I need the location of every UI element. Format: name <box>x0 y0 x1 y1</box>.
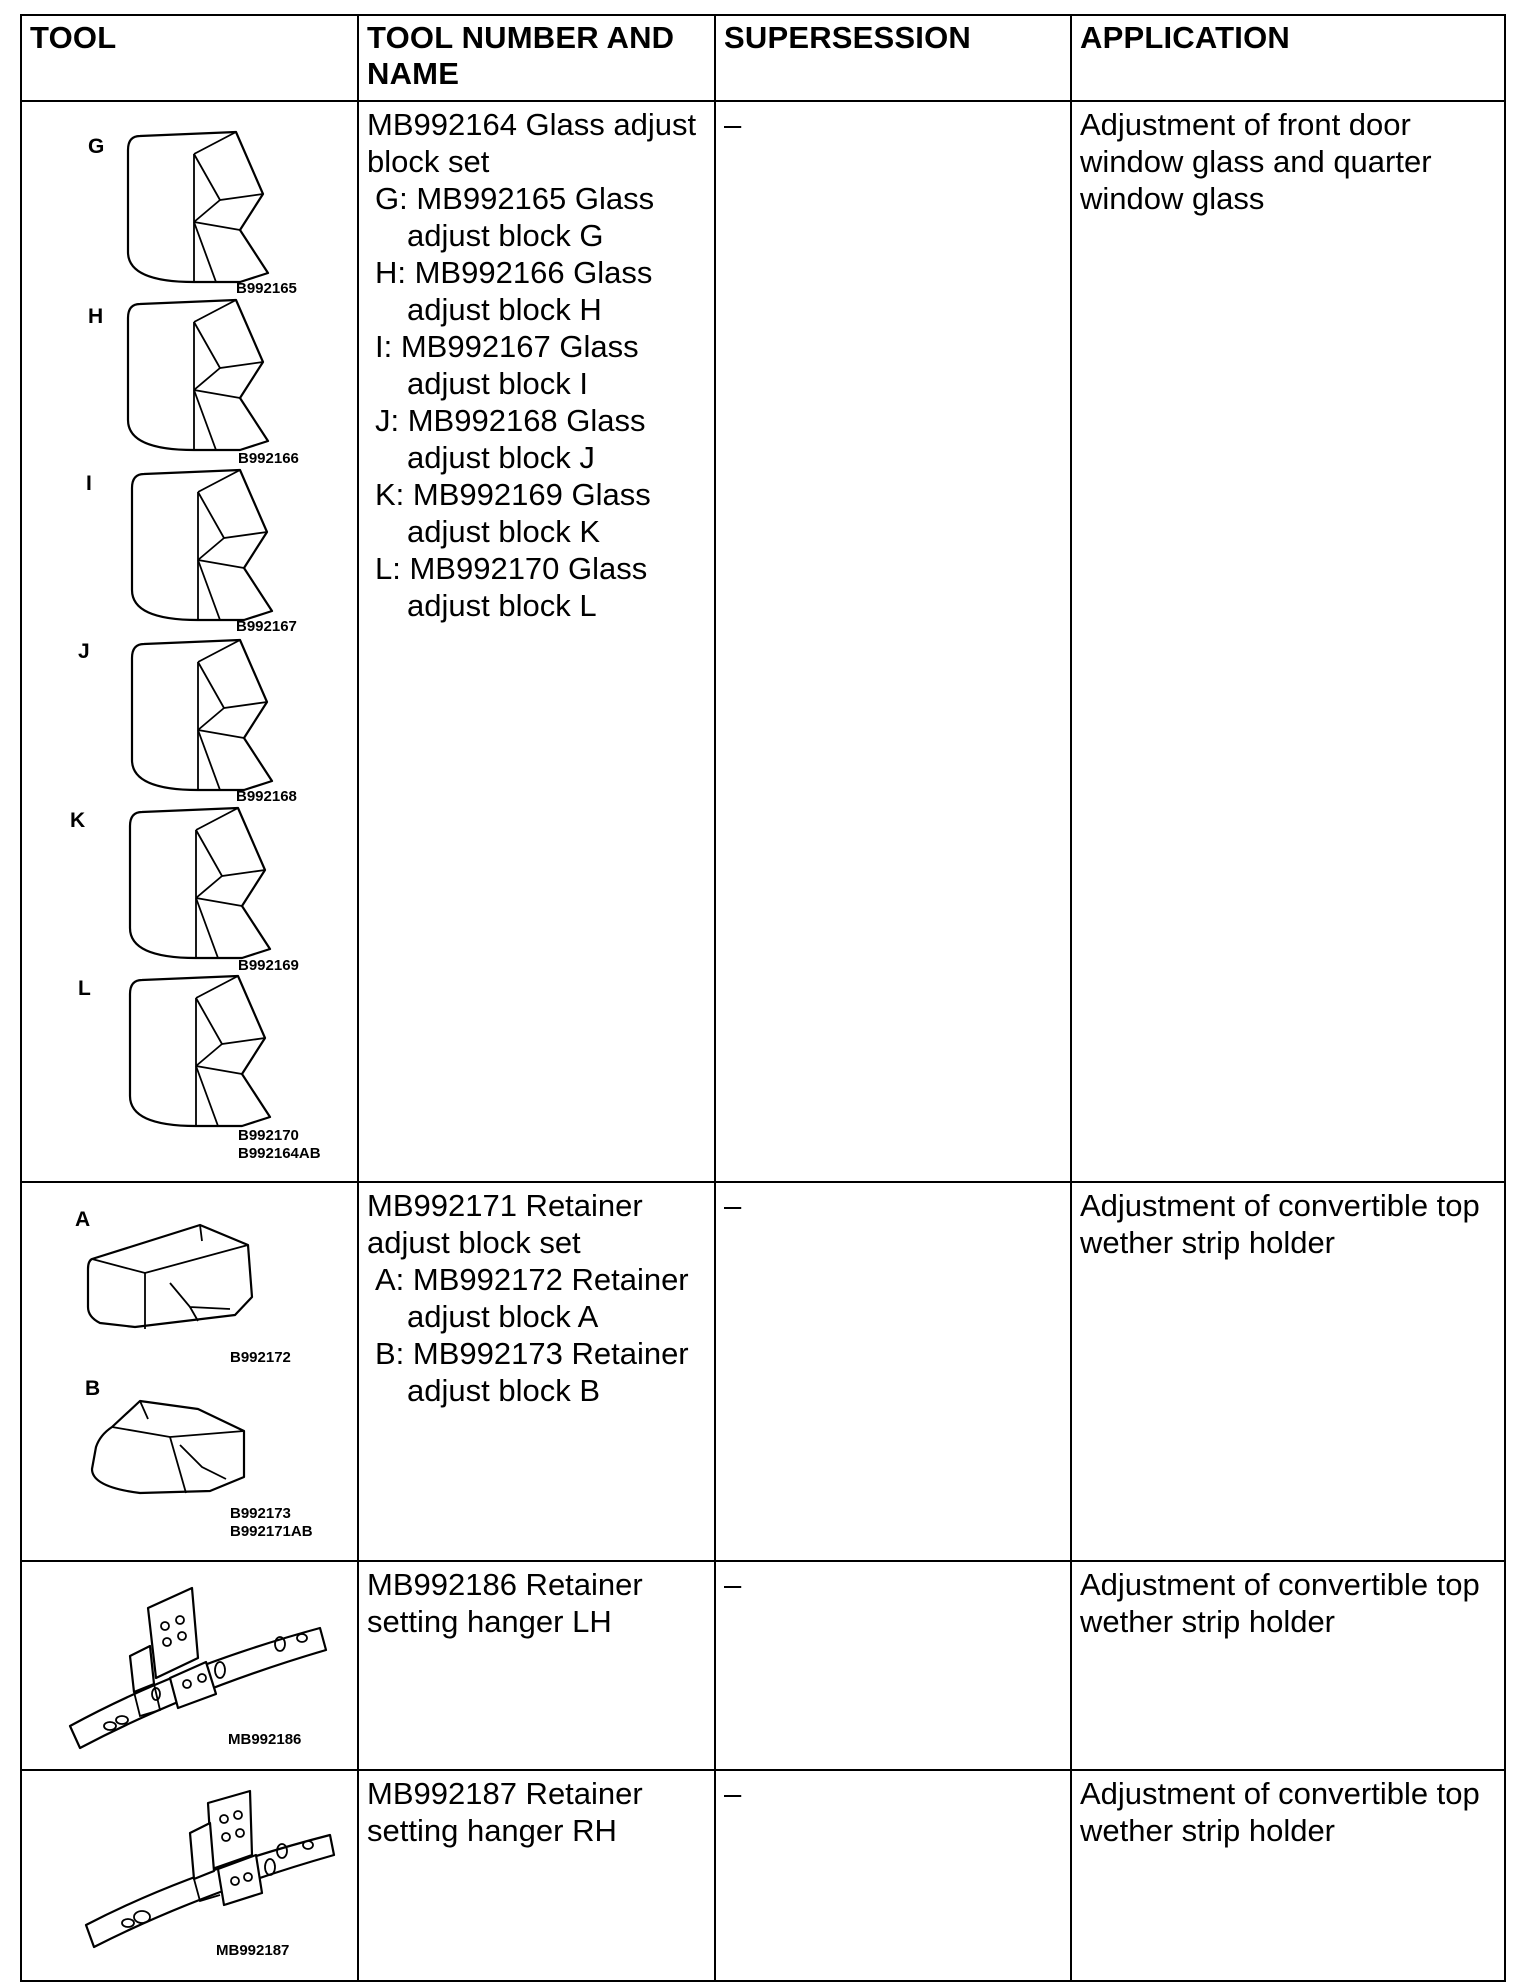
tool-number-name-mb992187 <box>358 1770 715 1981</box>
name-line: MB992186 Retainer <box>367 1567 643 1602</box>
retainer-block-b-drawing <box>92 1401 244 1493</box>
sub-item-line: adjust block K <box>407 514 600 549</box>
application-mb992164 <box>1071 101 1505 1182</box>
name-line: MB992187 Retainer <box>367 1776 643 1811</box>
block-letter-a: A <box>75 1208 91 1231</box>
retainer-hanger-lh-illustration <box>30 1566 363 1769</box>
sub-item-line: L: MB992170 Glass <box>375 551 648 586</box>
application-mb992186 <box>1071 1561 1505 1770</box>
tool-illustration-glass-blocks <box>21 101 358 1182</box>
header-tool: TOOL <box>21 15 358 101</box>
sub-item-line: A: MB992172 Retainer <box>375 1262 689 1297</box>
caption-b992164ab: B992164AB <box>238 1145 321 1162</box>
tool-number-name-mb992171 <box>358 1182 715 1561</box>
name-line: adjust block set <box>367 1225 581 1260</box>
supersession-mb992164: – <box>715 101 1071 1182</box>
tool-number-name-mb992186 <box>358 1561 715 1770</box>
block-letter-j: J <box>78 640 90 663</box>
header-tool-number-name <box>358 15 715 101</box>
application-line: window glass and quarter <box>1080 144 1432 179</box>
table-row <box>21 1561 1505 1770</box>
caption-b992170: B992170 <box>238 1127 299 1144</box>
caption-b992173: B992173 <box>230 1505 291 1522</box>
application-mb992171 <box>1071 1182 1505 1561</box>
block-letter-k: K <box>70 809 86 832</box>
tool-number-name-mb992164 <box>358 101 715 1182</box>
tool-illustration-hanger-lh <box>21 1561 358 1770</box>
hanger-lh-drawing <box>70 1588 326 1748</box>
sub-item-line: G: MB992165 Glass <box>375 181 655 216</box>
sub-item-line: adjust block A <box>407 1299 599 1334</box>
caption-b992169: B992169 <box>238 957 299 974</box>
supersession-mb992187: – <box>715 1770 1071 1981</box>
sub-item-line: I: MB992167 Glass <box>375 329 639 364</box>
caption-b992168: B992168 <box>236 788 297 805</box>
tool-illustration-retainer-blocks <box>21 1182 358 1561</box>
hanger-rh-drawing <box>86 1791 334 1947</box>
caption-b992171ab: B992171AB <box>230 1523 313 1540</box>
block-letter-g: G <box>88 135 105 158</box>
header-supersession: SUPERSESSION <box>715 15 1071 101</box>
application-line: Adjustment of convertible top <box>1080 1567 1480 1602</box>
caption-b992167: B992167 <box>236 618 297 635</box>
special-tools-table <box>20 14 1506 1982</box>
sub-item-line: adjust block L <box>407 588 597 623</box>
name-line: MB992164 Glass adjust <box>367 107 697 142</box>
header-application: APPLICATION <box>1071 15 1505 101</box>
application-line: wether strip holder <box>1080 1604 1336 1639</box>
retainer-block-a-drawing <box>88 1225 252 1329</box>
sub-item-line: K: MB992169 Glass <box>375 477 651 512</box>
caption-mb992187: MB992187 <box>216 1942 290 1959</box>
supersession-mb992186: – <box>715 1561 1071 1770</box>
application-line: Adjustment of convertible top <box>1080 1188 1480 1223</box>
table-row <box>21 101 1505 1182</box>
name-line: setting hanger LH <box>367 1604 612 1639</box>
header-tool-number-name-line1: TOOL NUMBER AND <box>367 20 675 55</box>
name-line: block set <box>367 144 490 179</box>
header-row <box>21 15 1505 101</box>
application-line: Adjustment of convertible top <box>1080 1776 1480 1811</box>
application-mb992187 <box>1071 1770 1505 1981</box>
block-letter-l: L <box>78 977 91 1000</box>
table-row <box>21 1770 1505 1981</box>
application-line: window glass <box>1080 181 1265 216</box>
block-letter-i: I <box>86 472 92 495</box>
table-row <box>21 1182 1505 1561</box>
block-letter-b: B <box>85 1377 101 1400</box>
application-line: wether strip holder <box>1080 1225 1336 1260</box>
sub-item-line: H: MB992166 Glass <box>375 255 653 290</box>
glass-adjust-blocks-illustration <box>30 106 363 1181</box>
sub-item-line: B: MB992173 Retainer <box>375 1336 689 1371</box>
retainer-hanger-rh-illustration <box>30 1775 363 1980</box>
tool-illustration-hanger-rh <box>21 1770 358 1981</box>
caption-mb992186: MB992186 <box>228 1731 302 1748</box>
sub-item-line: adjust block B <box>407 1373 600 1408</box>
sub-item-line: adjust block H <box>407 292 602 327</box>
caption-b992172: B992172 <box>230 1349 291 1366</box>
retainer-adjust-blocks-illustration <box>30 1187 363 1560</box>
name-line: setting hanger RH <box>367 1813 617 1848</box>
name-line: MB992171 Retainer <box>367 1188 643 1223</box>
caption-b992165: B992165 <box>236 280 297 297</box>
block-letter-h: H <box>88 305 104 328</box>
sub-item-line: adjust block J <box>407 440 595 475</box>
caption-b992166: B992166 <box>238 450 299 467</box>
header-tool-number-name-line2: NAME <box>367 56 460 91</box>
sub-item-line: adjust block I <box>407 366 588 401</box>
sub-item-line: adjust block G <box>407 218 604 253</box>
application-line: Adjustment of front door <box>1080 107 1411 142</box>
sub-item-line: J: MB992168 Glass <box>375 403 646 438</box>
supersession-mb992171: – <box>715 1182 1071 1561</box>
application-line: wether strip holder <box>1080 1813 1336 1848</box>
